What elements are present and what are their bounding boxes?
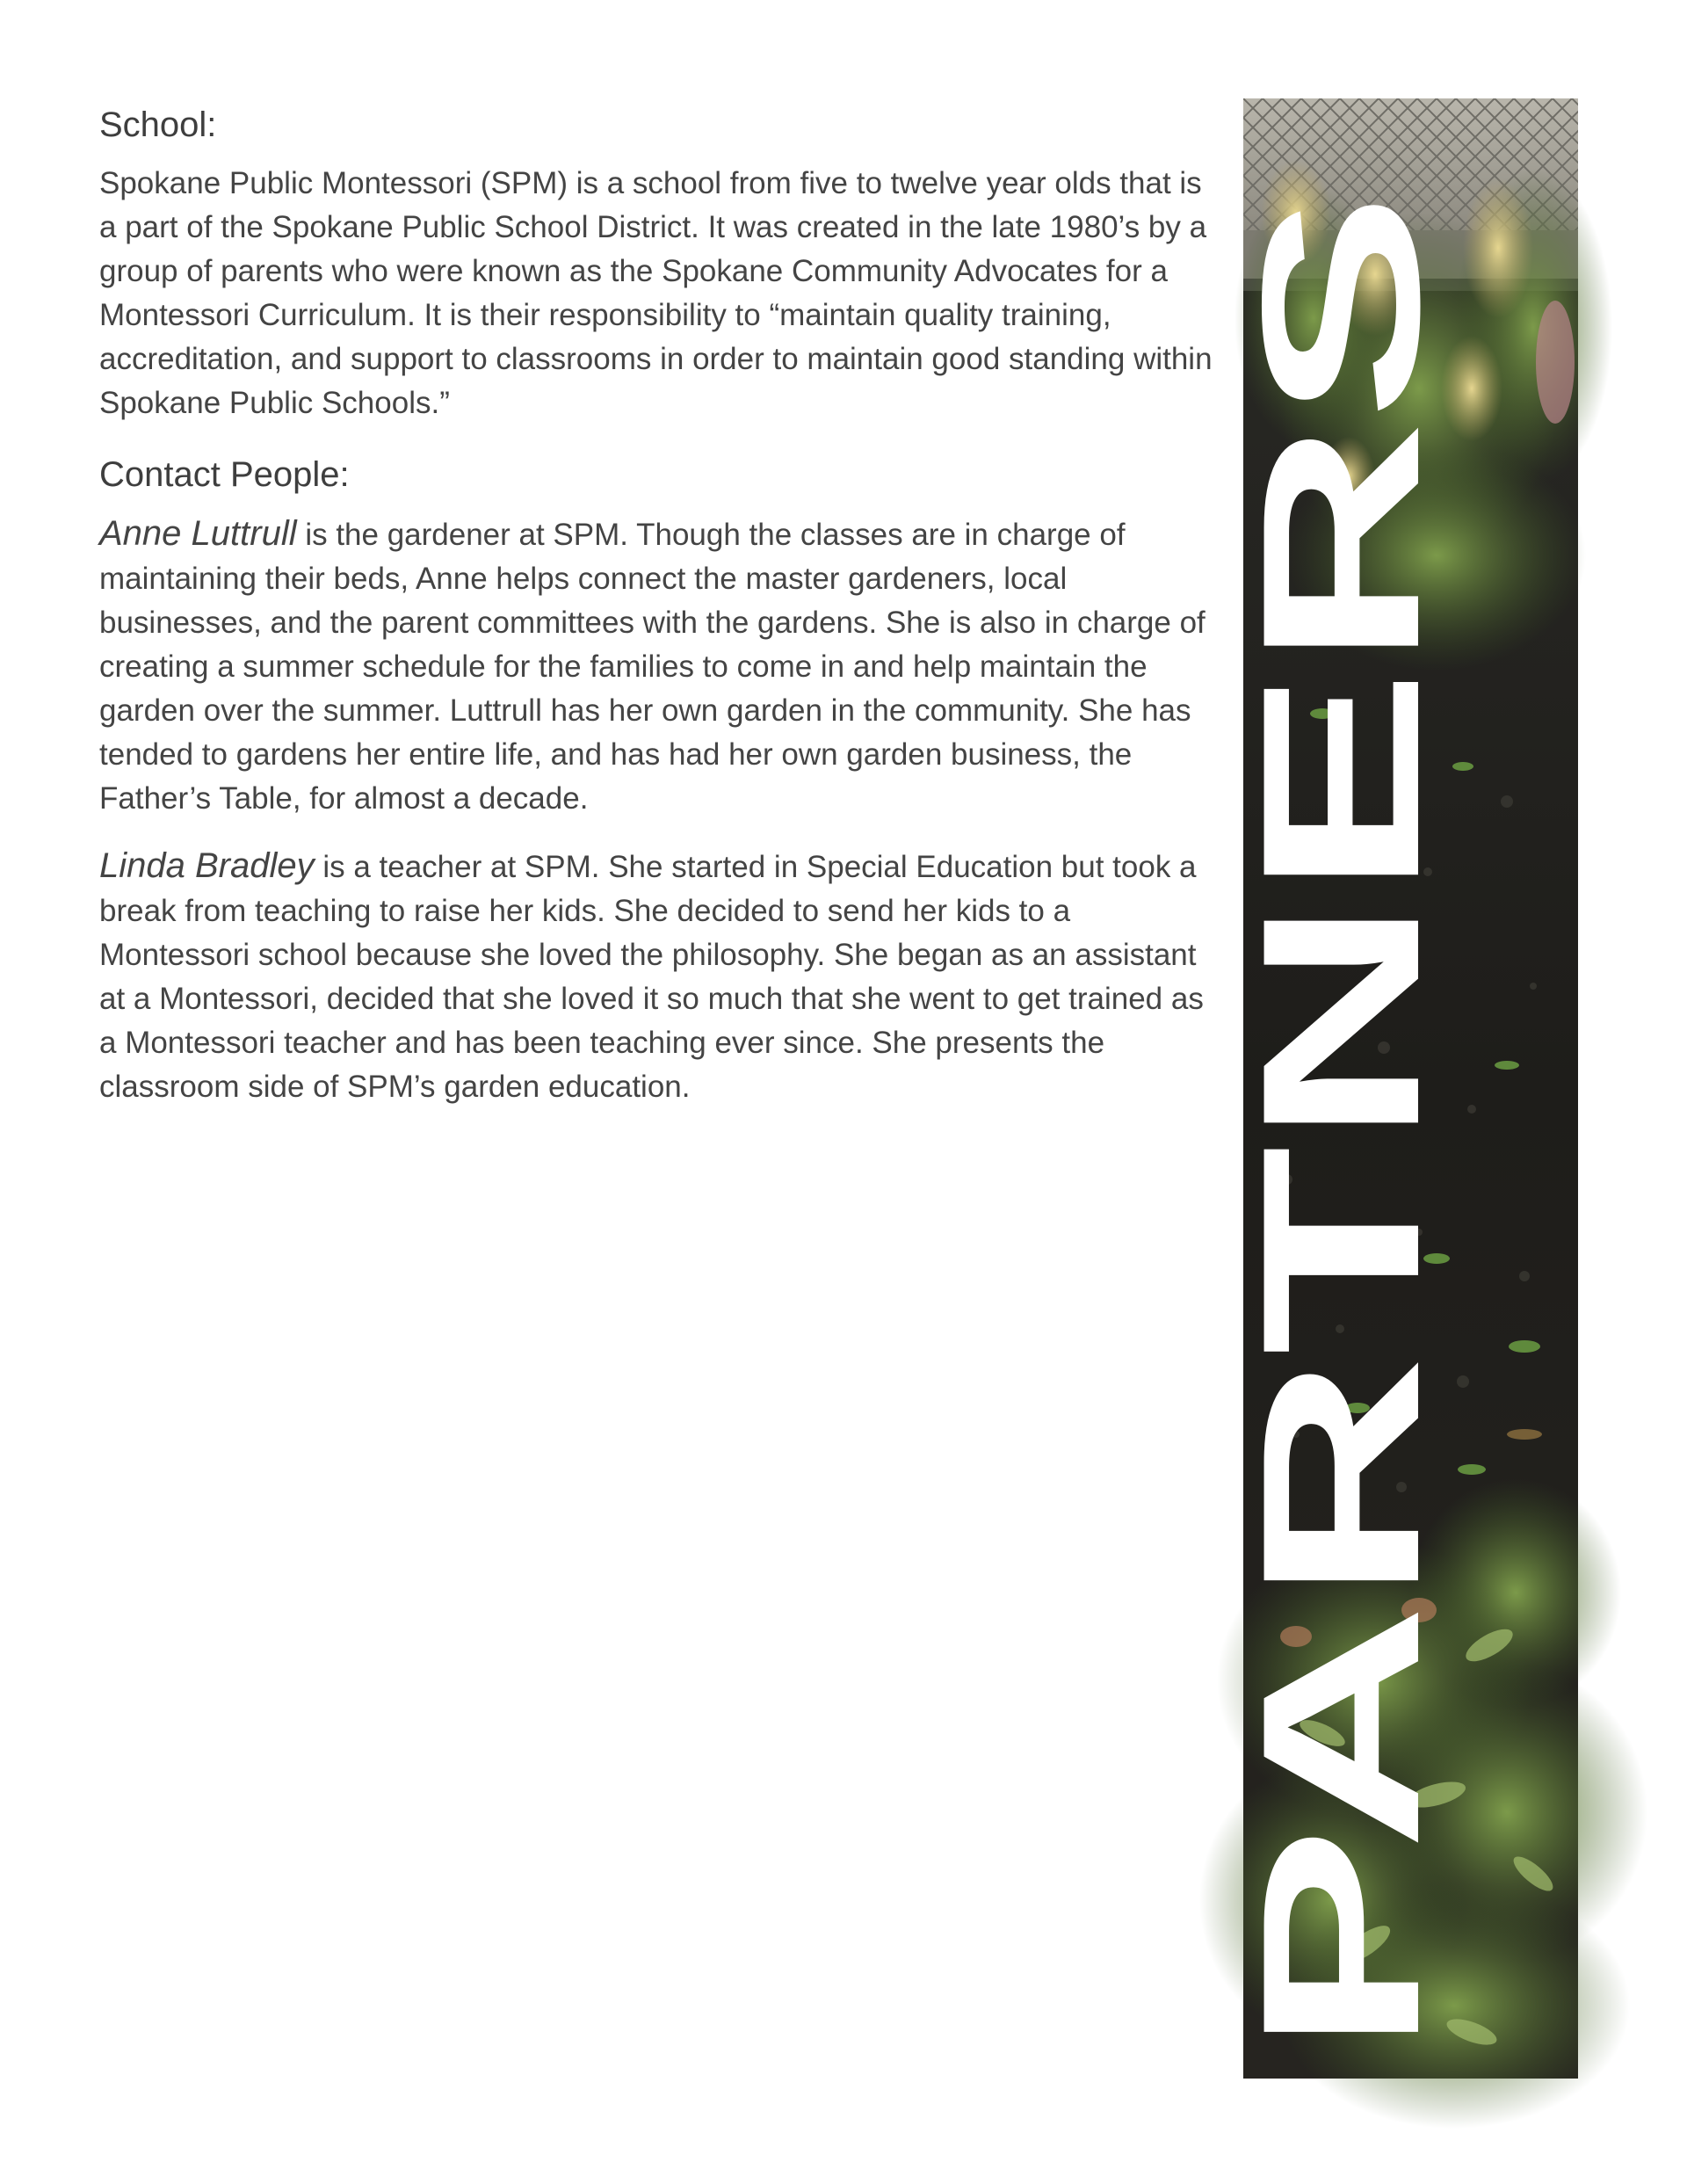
school-heading: School: (99, 105, 217, 144)
contact-people-heading: Contact People: (99, 455, 350, 494)
contact-name: Anne Luttrull (99, 514, 297, 553)
partners-title-text: PARTNERS (1216, 838, 1466, 2055)
contact-name: Linda Bradley (99, 846, 315, 885)
school-description: Spokane Public Montessori (SPM) is a school from five to twelve year olds that is a part of the Spokane Public School District. It was created in the late 1980’s by a group of parents who were known as the Spokane Community Advocates for a Montessori Curriculum. It is their responsibility to “maintain quality training, accreditation, and support to classrooms in order to maintain good standing within Spokane Public Schools.” (99, 166, 1213, 420)
contact-bio: is a teacher at SPM. She started in Special Education but took a break from teaching to raise her kids. She decided to send her kids to a Montessori school because she loved the philosophy. She began as an assistant at a Montessori, decided that she loved it so much that she went to get trained as a Montessori teacher and has been teaching ever since. She presents the classroom side of SPM’s garden education. (99, 850, 1204, 1104)
partners-title-svg (1216, 98, 1466, 2079)
contact-bio: is the gardener at SPM. Though the classes are in charge of maintaining their beds, Anne helps connect the master gardeners, local businesses, and the parent committees with the gardens. She is also in charge of creating a summer schedule for the families to come in and help maintain the garden over the summer. Luttrull has her own garden in the community. She has tended to gardens her entire life, and has had her own garden business, the Father’s Table, for almost a decade. (99, 518, 1206, 816)
contact-linda-bradley (99, 844, 1224, 1109)
contact-anne-luttrull (99, 512, 1224, 821)
main-content (99, 98, 1224, 1132)
partners-title (1216, 98, 1466, 2079)
